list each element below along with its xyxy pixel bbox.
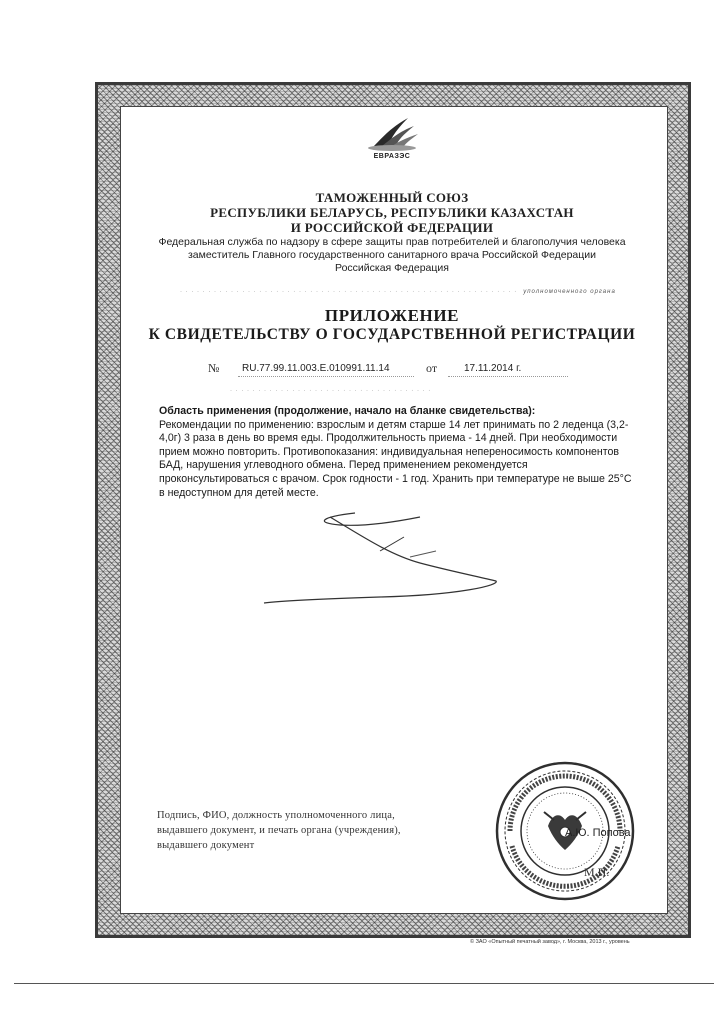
scope-text: Рекомендации по применению: взрослым и детям старше 14 лет принимать по 2 леденца (3,2-4,0г) 3 раза в день во время еды. Продолжительность приема - 14 дней. При необходимости прием можно повторить. Противопоказания: индивидуальная непереносимость компонентов БАД, нарушения углеводного обмена. Перед применением рекомендуется проконсультироваться с врачом. Срок годности - 1 год. Хранить при температуре не выше 25°С в недоступном для детей месте. xyxy=(159,418,632,499)
issuer-dotted-line: · · · · · · · · · · · · · · · · · · · · · · · · · · · · · · · · · · · · · · · · · · · · · · · · · · · · · · · · · · · · уполномоченного органа xyxy=(180,289,616,295)
agency-line-2: заместитель Главного государственного санитарного врача Российской Федерации xyxy=(187,249,597,261)
bottom-rule xyxy=(14,983,714,984)
stamp-place-mark: М.П. xyxy=(584,865,610,879)
issuer-hint: уполномоченного органа xyxy=(523,289,616,295)
printer-imprint: © ЗАО «Опытный печатный завод», г. Москва, 2013 г., уровень xyxy=(470,939,630,945)
registration-row xyxy=(208,362,608,380)
appendix-subtitle: К СВИДЕТЕЛЬСТВУ О ГОСУДАРСТВЕННОЙ РЕГИСТРАЦИИ xyxy=(148,326,636,343)
signature-scribble-icon xyxy=(260,505,510,610)
scope-heading: Область применения (продолжение, начало на бланке свидетельства): xyxy=(159,405,536,417)
signer-name: А.Ю. Попова xyxy=(565,827,631,839)
agency-line-1: Федеральная служба по надзору в сфере защиты прав потребителей и благополучия человека xyxy=(158,236,626,248)
agency-line-3: Российская Федерация xyxy=(335,262,449,274)
date-label: от xyxy=(426,361,438,375)
eurasec-emblem-icon xyxy=(352,112,432,154)
union-title-line-3: И РОССИЙСКОЙ ФЕДЕРАЦИИ xyxy=(290,220,494,235)
number-label: № xyxy=(208,361,220,375)
emblem-caption: ЕВРАЗЭС xyxy=(373,153,411,160)
separator-dotted-line: · · · · · · · · · · · · · · · · · · · · · · · · · · · · · · · · · · · · xyxy=(230,388,432,394)
appendix-title: ПРИЛОЖЕНИЕ xyxy=(324,306,460,325)
union-title-line-1: ТАМОЖЕННЫЙ СОЮЗ xyxy=(315,190,469,205)
union-title-line-2: РЕСПУБЛИКИ БЕЛАРУСЬ, РЕСПУБЛИКИ КАЗАХСТАН xyxy=(210,205,574,220)
registration-number: RU.77.99.11.003.Е.010991.11.14 xyxy=(242,363,390,374)
scope-section xyxy=(159,405,637,500)
registration-date: 17.11.2014 г. xyxy=(464,363,522,374)
signature-caption: Подпись, ФИО, должность уполномоченного лица, выдавшего документ, и печать органа (учреждения), выдавшего документ xyxy=(157,810,401,851)
